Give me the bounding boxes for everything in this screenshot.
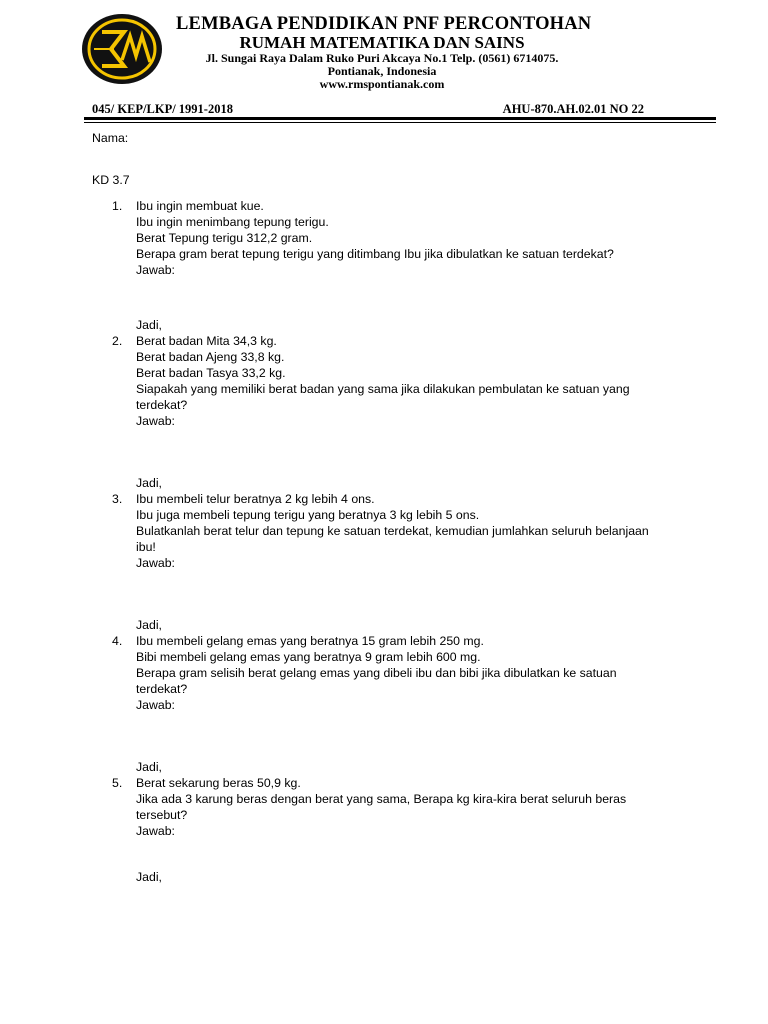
question-text: Berat badan Mita 34,3 kg. (136, 334, 277, 348)
conclusion-label: Jadi, (136, 870, 162, 884)
question-text: Berat Tepung terigu 312,2 gram. (136, 231, 313, 245)
question-text: Bibi membeli gelang emas yang beratnya 9 gram lebih 600 mg. (136, 650, 481, 664)
name-label: Nama: (92, 131, 129, 145)
question-text: Berat badan Ajeng 33,8 kg. (136, 350, 285, 364)
question-text: Berapa gram berat tepung terigu yang ditimbang Ibu jika dibulatkan ke satuan terdekat? (136, 247, 614, 261)
conclusion-label: Jadi, (136, 618, 162, 632)
institution-subtitle: RUMAH MATEMATIKA DAN SAINS (239, 33, 525, 52)
answer-label: Jawab: (136, 824, 175, 838)
question-text: tersebut? (136, 808, 188, 822)
question-text: Ibu membeli gelang emas yang beratnya 15 gram lebih 250 mg. (136, 634, 484, 648)
question-text: ibu! (136, 540, 156, 554)
question-number: 1. (112, 199, 123, 213)
answer-label: Jawab: (136, 556, 175, 570)
conclusion-label: Jadi, (136, 318, 162, 332)
header-divider-thick (84, 117, 716, 120)
institution-website: www.rmspontianak.com (319, 77, 445, 91)
question-3 (92, 491, 682, 633)
header-divider-thin (84, 122, 716, 123)
institution-logo (80, 12, 164, 86)
question-text: Berapa gram selisih berat gelang emas yang dibeli ibu dan bibi jika dibulatkan ke satuan (136, 666, 617, 680)
registration-number-right: AHU-870.AH.02.01 NO 22 (502, 102, 644, 116)
question-number: 3. (112, 492, 123, 506)
question-text: terdekat? (136, 398, 188, 412)
answer-label: Jawab: (136, 414, 175, 428)
question-text: Ibu membeli telur beratnya 2 kg lebih 4 ons. (136, 492, 375, 506)
question-number: 2. (112, 334, 123, 348)
question-text: Berat badan Tasya 33,2 kg. (136, 366, 286, 380)
conclusion-label: Jadi, (136, 760, 162, 774)
answer-label: Jawab: (136, 263, 175, 277)
registration-number-left: 045/ KEP/LKP/ 1991-2018 (92, 102, 233, 116)
answer-label: Jawab: (136, 698, 175, 712)
question-text: Ibu ingin menimbang tepung terigu. (136, 215, 329, 229)
question-text: Ibu ingin membuat kue. (136, 199, 264, 213)
worksheet-body (92, 130, 682, 885)
question-text: Siapakah yang memiliki berat badan yang sama jika dilakukan pembulatan ke satuan yang (136, 382, 630, 396)
conclusion-label: Jadi, (136, 476, 162, 490)
question-text: terdekat? (136, 682, 188, 696)
question-1 (92, 198, 682, 333)
question-text: Bulatkanlah berat telur dan tepung ke satuan terdekat, kemudian jumlahkan seluruh belanjaan (136, 524, 649, 538)
question-4 (92, 633, 682, 775)
institution-name: LEMBAGA PENDIDIKAN PNF PERCONTOHAN (176, 14, 592, 34)
institution-address: Jl. Sungai Raya Dalam Ruko Puri Akcaya No.1 Telp. (0561) 6714075. (205, 51, 559, 65)
question-5 (92, 775, 682, 885)
question-number: 4. (112, 634, 123, 648)
question-text: Jika ada 3 karung beras dengan berat yang sama, Berapa kg kira-kira berat seluruh beras (136, 792, 627, 806)
question-text: Berat sekarung beras 50,9 kg. (136, 776, 301, 790)
question-number: 5. (112, 776, 123, 790)
kd-label: KD 3.7 (92, 173, 130, 187)
institution-city: Pontianak, Indonesia (327, 64, 437, 78)
question-2 (92, 333, 682, 491)
question-text: Ibu juga membeli tepung terigu yang beratnya 3 kg lebih 5 ons. (136, 508, 480, 522)
